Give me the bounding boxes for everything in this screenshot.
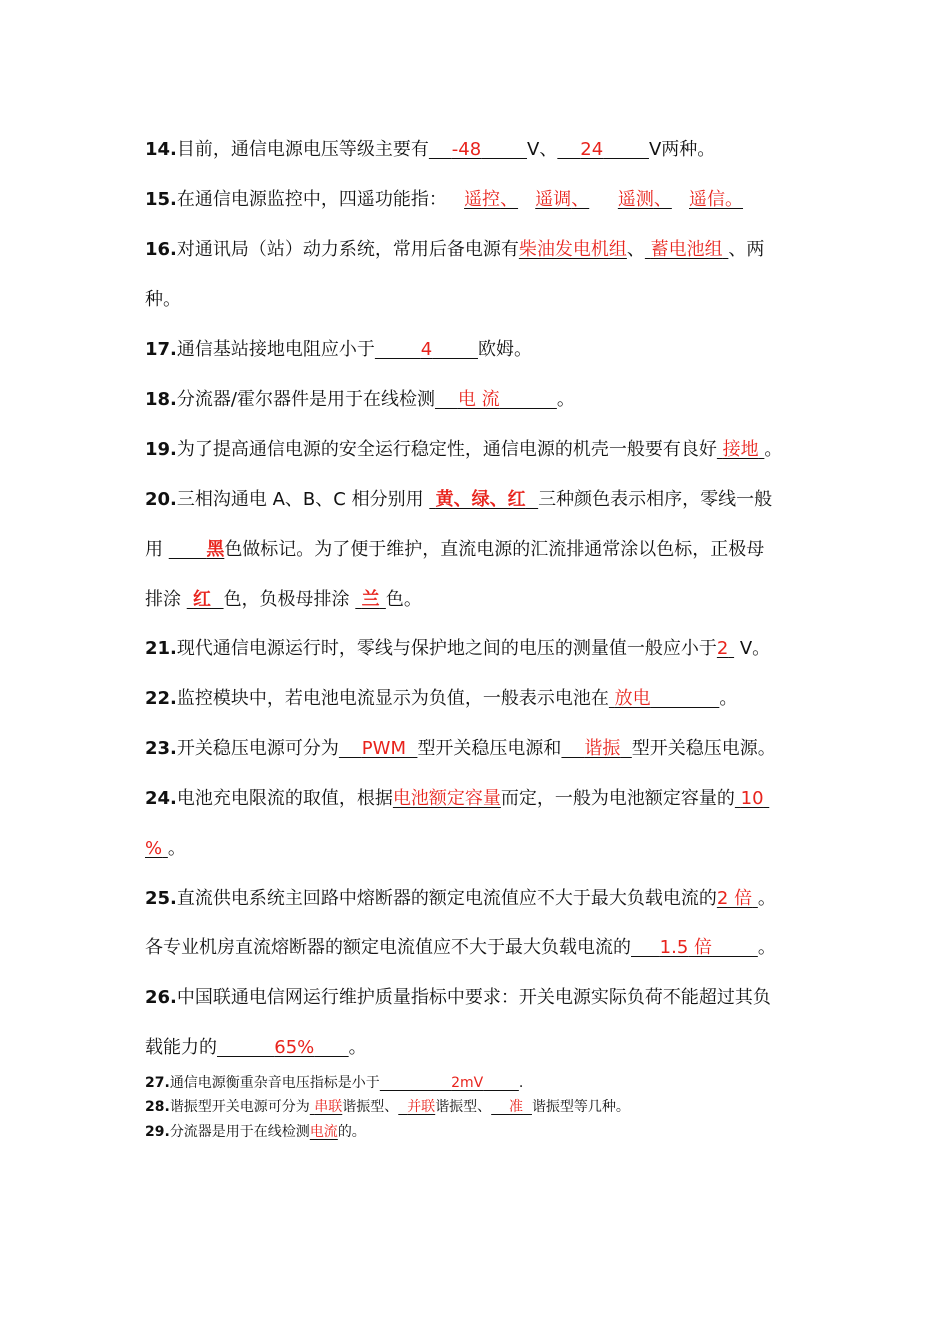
question-text: 色做标记。为了便于维护，直流电源的汇流排通常涂以色标，正极母 (224, 539, 765, 560)
answer-blank: -48 (451, 139, 482, 160)
answer-blank: 接地 (722, 439, 759, 460)
question-text: 谐振型等几种。 (531, 1099, 630, 1115)
question-text: 开关稳压电源可分为 (176, 738, 339, 759)
question-22 (145, 686, 835, 712)
question-number: 17. (145, 339, 177, 360)
question-27 (145, 1073, 835, 1093)
answer-blank: 串联 (314, 1099, 343, 1115)
question-number: 22. (145, 688, 177, 709)
question-text: 中国联通电信网运行维护质量指标中要求：开关电源实际负荷不能超过其负 (176, 987, 771, 1008)
answer-blank: 遥调、 (535, 189, 590, 210)
question-text: 色。 (385, 589, 422, 610)
question-text: V、 (527, 139, 558, 160)
answer-blank: 24 (580, 139, 604, 160)
answer-blank: 兰 (361, 589, 380, 610)
question-text: 分流器是用于在线检测 (169, 1124, 310, 1140)
question-text: 排涂 (145, 589, 181, 610)
question-text: 通信基站接地电阻应小于 (176, 339, 375, 360)
question-text: 色，负极母排涂 (223, 589, 350, 610)
question-text: 直流供电系统主回路中熔断器的额定电流值应不大于最大负载电流的 (176, 888, 717, 909)
question-number: 20. (145, 489, 177, 510)
answer-blank: 并联 (407, 1099, 436, 1115)
answer-blank: 黑 (206, 539, 225, 560)
answer-blank: 电流 (309, 1124, 338, 1140)
question-number: 25. (145, 888, 177, 909)
answer-blank: 准 (509, 1099, 524, 1115)
question-text: 。 (757, 888, 776, 909)
question-text: V。 (739, 638, 771, 659)
answer-blank: PWM (361, 738, 406, 759)
answer-blank: 2mV (451, 1075, 484, 1091)
question-number: 18. (145, 389, 177, 410)
answer-blank: % (145, 838, 163, 859)
question-number: 27. (145, 1075, 170, 1091)
question-number: 15. (145, 189, 177, 210)
question-number: 24. (145, 788, 177, 809)
question-26-line-2 (145, 1035, 835, 1061)
answer-blank: 黄、绿、红 (435, 489, 526, 510)
question-text: 对通讯局（站）动力系统，常用后备电源有 (176, 239, 519, 260)
question-text: 电池充电限流的取值，根据 (176, 788, 393, 809)
answer-blank: 遥控、 (464, 189, 519, 210)
question-number: 28. (145, 1099, 170, 1115)
question-text: 各专业机房直流熔断器的额定电流值应不大于最大负载电流的 (145, 937, 631, 958)
question-text: V两种。 (648, 139, 716, 160)
question-text: 。 (167, 838, 186, 859)
question-text: 谐振型、 (342, 1099, 399, 1115)
question-number: 14. (145, 139, 177, 160)
question-28 (145, 1097, 835, 1117)
question-20-line-3 (145, 587, 835, 613)
question-text: 载能力的 (145, 1037, 217, 1058)
question-14 (145, 137, 835, 163)
question-24-continued (145, 836, 835, 862)
question-text: 。 (757, 937, 776, 958)
answer-blank: 柴油发电机组 (518, 239, 627, 260)
question-number: 23. (145, 738, 177, 759)
answer-blank: 谐振 (584, 738, 621, 759)
question-text: 三相沟通电 A、B、C 相分别用 (176, 489, 424, 510)
question-25-line-2 (145, 935, 835, 961)
answer-blank: 10 (740, 788, 764, 809)
question-number: 29. (145, 1124, 170, 1140)
question-text: 、 (626, 239, 645, 260)
question-15 (145, 187, 835, 213)
answer-blank: 2 倍 (716, 888, 753, 909)
question-text: 三种颜色表示相序，零线一般 (538, 489, 773, 510)
question-24 (145, 786, 835, 812)
question-text: 目前，通信电源电压等级主要有 (176, 139, 429, 160)
question-26 (145, 985, 835, 1011)
answer-blank: 1.5 倍 (659, 937, 713, 958)
question-number: 26. (145, 987, 177, 1008)
question-29 (145, 1122, 835, 1142)
answer-blank: 电 流 (457, 389, 500, 410)
question-number: 21. (145, 638, 177, 659)
question-text: 欧姆。 (477, 339, 532, 360)
question-text: . (518, 1075, 524, 1091)
answer-blank: 红 (193, 589, 212, 610)
question-number: 19. (145, 439, 177, 460)
question-text: 、两 (728, 239, 765, 260)
question-text: 谐振型开关电源可分为 (169, 1099, 310, 1115)
question-text: 通信电源衡重杂音电压指标是小于 (169, 1075, 380, 1091)
question-text: 监控模块中，若电池电流显示为负值，一般表示电池在 (176, 688, 609, 709)
question-text: 型开关稳压电源和 (417, 738, 562, 759)
question-19 (145, 437, 835, 463)
question-21 (145, 636, 835, 662)
question-18 (145, 387, 835, 413)
question-text: 在通信电源监控中，四遥功能指： (176, 189, 447, 210)
answer-blank: 放电 (614, 688, 651, 709)
question-text: 型开关稳压电源。 (631, 738, 776, 759)
question-text: 。 (764, 439, 783, 460)
answer-blank: 2 (716, 638, 729, 659)
question-23 (145, 736, 835, 762)
question-text: 。 (348, 1037, 367, 1058)
question-20 (145, 487, 835, 513)
answer-blank: 遥信。 (689, 189, 744, 210)
question-20-line-2 (145, 537, 835, 563)
answer-blank: 65% (274, 1037, 315, 1058)
question-text: 。 (556, 389, 575, 410)
question-number: 16. (145, 239, 177, 260)
question-25 (145, 886, 835, 912)
question-text: 谐振型、 (435, 1099, 492, 1115)
question-16-continued (145, 287, 835, 313)
question-16 (145, 237, 835, 263)
answer-blank: 遥测、 (617, 189, 672, 210)
question-text: 种。 (145, 289, 181, 310)
question-text: 用 (145, 539, 163, 560)
answer-blank: 电池额定容量 (392, 788, 501, 809)
answer-blank: 4 (420, 339, 433, 360)
question-17 (145, 337, 835, 363)
question-text: 。 (719, 688, 738, 709)
question-text: 的。 (337, 1124, 366, 1140)
question-text: 而定，一般为电池额定容量的 (500, 788, 735, 809)
question-text: 现代通信电源运行时，零线与保护地之间的电压的测量值一般应小于 (176, 638, 717, 659)
question-text: 为了提高通信电源的安全运行稳定性，通信电源的机壳一般要有良好 (176, 439, 717, 460)
answer-blank: 蓄电池组 (650, 239, 723, 260)
question-text: 分流器/霍尔器件是用于在线检测 (176, 389, 435, 410)
